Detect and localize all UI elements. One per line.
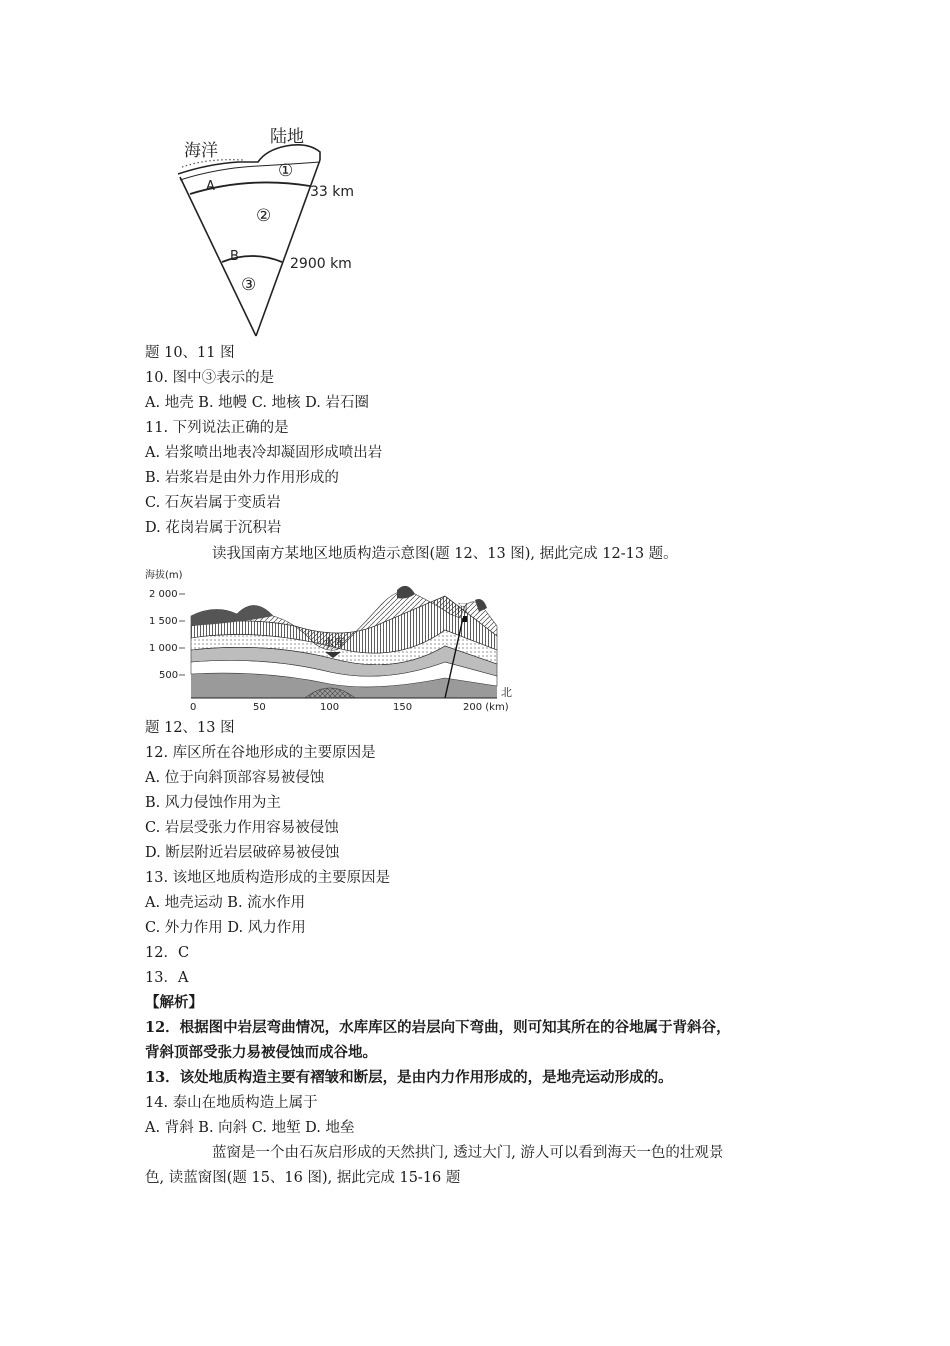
intro-15-16-line-2: 色, 读蓝窗图(题 15、16 图), 据此完成 15-16 题 [145, 1170, 461, 1186]
earth-structure-diagram [168, 122, 368, 340]
figure-caption-10-11: 题 10、11 图 [145, 345, 235, 361]
analysis-12-line-1: 12．根据图中岩层弯曲情况，水库库区的岩层向下弯曲，则可知其所在的谷地属于背斜谷， [145, 1019, 731, 1036]
north-label: 北 [501, 686, 512, 699]
river-marker [463, 616, 467, 622]
x-tick-0: 0 [190, 702, 197, 713]
y-tick-2000: 2 000 [149, 589, 178, 600]
question-12-option-b: B. 风力侵蚀作用为主 [145, 795, 281, 811]
river-label: 河 [457, 602, 468, 615]
depth-2900-label: 2900 km [290, 256, 352, 272]
boundary-b-label: B [230, 249, 239, 264]
question-11-option-b: B. 岩浆岩是由外力作用形成的 [145, 470, 339, 486]
question-10: 10. 图中③表示的是 [145, 370, 275, 386]
x-tick-50: 50 [253, 702, 266, 713]
y-tick-1000: 1 000 [149, 643, 178, 654]
question-12-option-d: D. 断层附近岩层破碎易被侵蚀 [145, 845, 340, 861]
reservoir-label: 水库 [323, 636, 345, 649]
question-11-option-c: C. 石灰岩属于变质岩 [145, 495, 281, 511]
question-11-option-a: A. 岩浆喷出地表冷却凝固形成喷出岩 [145, 445, 383, 461]
ocean-label: 海洋 [184, 141, 218, 161]
y-tick-1500: 1 500 [149, 616, 178, 627]
layer-1-label: ① [278, 161, 294, 181]
question-13: 13. 该地区地质构造形成的主要原因是 [145, 870, 391, 886]
y-tick-500: 500 [159, 670, 179, 681]
boundary-a-label: A [206, 179, 215, 194]
analysis-heading: 【解析】 [145, 994, 203, 1011]
question-13-options-cd: C. 外力作用 D. 风力作用 [145, 920, 306, 936]
answer-13: 13．A [145, 970, 189, 986]
land-label: 陆地 [270, 127, 304, 147]
question-12-option-a: A. 位于向斜顶部容易被侵蚀 [145, 770, 325, 786]
intro-15-16-line-1: 蓝窗是一个由石灰启形成的天然拱门, 透过大门, 游人可以看到海天一色的壮观景 [212, 1145, 724, 1161]
y-axis-label: 海拔(m) [145, 570, 183, 581]
x-tick-100: 100 [320, 702, 340, 713]
question-12-option-c: C. 岩层受张力作用容易被侵蚀 [145, 820, 339, 836]
geologic-cross-section [145, 566, 520, 714]
analysis-13: 13．该处地质构造主要有褶皱和断层，是由内力作用形成的，是地壳运动形成的。 [145, 1069, 673, 1086]
intro-12-13: 读我国南方某地区地质构造示意图(题 12、13 图), 据此完成 12-13 题。 [212, 546, 678, 562]
question-12: 12. 库区所在谷地形成的主要原因是 [145, 745, 376, 761]
answer-12: 12．C [145, 945, 190, 961]
question-11-option-d: D. 花岗岩属于沉积岩 [145, 520, 282, 536]
x-tick-150: 150 [393, 702, 413, 713]
question-14-options: A. 背斜 B. 向斜 C. 地堑 D. 地垒 [145, 1120, 355, 1136]
depth-33-label: 33 km [310, 184, 355, 200]
question-14: 14. 泰山在地质构造上属于 [145, 1095, 318, 1111]
x-tick-200: 200 (km) [463, 702, 509, 713]
analysis-12-line-2: 背斜顶部受张力易被侵蚀而成谷地。 [145, 1044, 377, 1061]
question-13-options-ab: A. 地壳运动 B. 流水作用 [145, 895, 306, 911]
layer-2-label: ② [256, 206, 272, 226]
crust-base-line [180, 162, 320, 180]
figure-caption-12-13: 题 12、13 图 [145, 720, 235, 736]
question-10-options: A. 地壳 B. 地幔 C. 地核 D. 岩石圈 [145, 395, 370, 411]
layer-3-label: ③ [241, 275, 257, 295]
question-11: 11. 下列说法正确的是 [145, 420, 289, 436]
